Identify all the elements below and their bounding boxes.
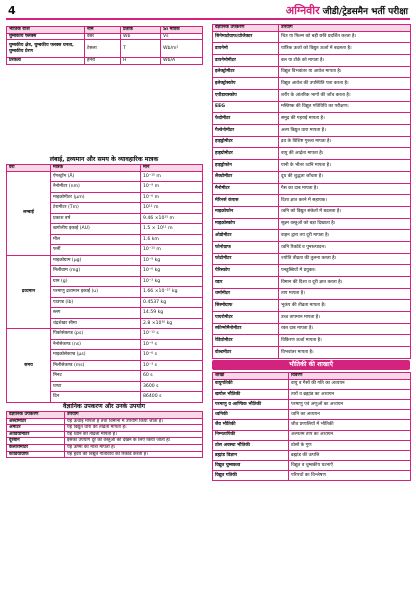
unit-category: समय — [7, 329, 51, 403]
table-row — [213, 420, 411, 430]
table-cell: गैस का दाब मापता है। — [279, 183, 411, 195]
table-cell: ध्वनिकी — [213, 410, 289, 420]
table-row — [213, 440, 411, 450]
table-cell: विद्युत आवेश की उपस्थिति पता करता है। — [279, 78, 411, 90]
unit-value: 1.6 km — [141, 234, 203, 245]
table-cell: वाहन द्वारा तय दूरी मापता है। — [279, 230, 411, 242]
unit-name: परमाणु द्रव्यमान इकाई (u) — [51, 287, 141, 298]
table-cell: पानी के भीतर ध्वनि मापता है। — [279, 160, 411, 172]
page-number: 4 — [8, 4, 16, 17]
table-cell: अल्प विद्युत धारा मापता है। — [279, 125, 411, 137]
unit-value: 10⁻⁹ s — [141, 339, 203, 350]
unit-name: माइक्रोग्राम (μg) — [51, 255, 141, 266]
table-row — [213, 335, 411, 347]
column-header: विवरण — [289, 373, 411, 380]
table-cell: Vs — [161, 33, 203, 40]
table-cell: बल या टॉर्क को मापता है। — [279, 54, 411, 66]
table-cell: विद्युत विभवांतर या आवेश मापता है। — [279, 66, 411, 78]
table-row — [213, 253, 411, 265]
table-cell: माइक्रोफोन — [213, 206, 279, 218]
table-row — [213, 461, 411, 471]
table-row — [7, 329, 203, 340]
unit-value: 10⁻¹⁰ m — [141, 171, 203, 182]
table-cell: ओडोमीटर — [213, 230, 279, 242]
table-row — [213, 312, 411, 324]
unit-value: 1.5 × 10¹¹ m — [141, 224, 203, 235]
table-row — [213, 277, 411, 289]
table-row — [213, 43, 411, 55]
table-row — [7, 58, 203, 65]
table-row — [213, 113, 411, 125]
table-row — [213, 66, 411, 78]
table-cell: T — [121, 40, 161, 58]
column-header: नाम — [85, 27, 121, 34]
table-row — [213, 347, 411, 359]
table-row — [7, 33, 203, 40]
table-cell: टेसला — [85, 40, 121, 58]
unit-name: माइक्रोसेकण्ड (μs) — [51, 350, 141, 361]
table-cell: जीव प्रणालियों में भौतिकी — [289, 420, 411, 430]
table-cell: चित्र या फिल्म को बड़ी छवि प्रदर्शित करता है। — [279, 31, 411, 43]
table-cell: Wb/A — [161, 58, 203, 65]
table-row — [213, 54, 411, 66]
table-cell: हेनरी — [85, 58, 121, 65]
column-header: भौतिक राशि — [7, 27, 85, 34]
unit-name: प्रकाश वर्ष — [51, 213, 141, 224]
table-cell: माइक्रोस्कोप — [213, 218, 279, 230]
unit-name: ऐंगस्ट्रॉम (Å) — [51, 171, 141, 182]
table-cell: विद्युत गतिकी — [213, 471, 289, 481]
table-row — [7, 418, 203, 425]
table-cell: ताप मापता है। — [279, 288, 411, 300]
table-row — [7, 255, 203, 266]
unit-value: 10⁻⁹ kg — [141, 255, 203, 266]
table-cell: सिनेमाटोग्राफ/प्रोजेक्टर — [213, 31, 279, 43]
table-row — [7, 431, 203, 438]
table-cell: ध्वनि का अध्ययन — [289, 410, 411, 420]
table-row — [213, 90, 411, 102]
column-header: प्रतीक — [121, 27, 161, 34]
column-header: मात्रक — [51, 165, 141, 172]
table-cell: ठोसों के गुण — [289, 440, 411, 450]
table-cell: वेबर — [85, 33, 121, 40]
table-cell: H — [121, 58, 161, 65]
unit-value: 86400 s — [141, 392, 203, 403]
unit-category: लम्बाई — [7, 171, 51, 255]
unit-name: मील — [51, 234, 141, 245]
table-cell: ठोस अवस्था भौतिकी — [213, 440, 289, 450]
column-header: SI मात्रक — [161, 27, 203, 34]
table-cell: अमीटर — [7, 425, 65, 432]
unit-value: 10⁻⁶ kg — [141, 266, 203, 277]
table-cell: सिस्मोग्राफ — [213, 300, 279, 312]
table-cell: मस्तिष्क की विद्युत गतिविधि का परीक्षण। — [279, 101, 411, 113]
unit-name: टेरामीटर (Tm) — [51, 203, 141, 214]
table-cell: कैलोरीमीटर — [7, 444, 65, 451]
table-cell: वायु की आर्द्रता मापता है। — [279, 148, 411, 160]
table-cell: पेरिस्कोप — [213, 265, 279, 277]
table-cell: पनडुब्बियों में प्रयुक्त। — [279, 265, 411, 277]
table-cell: हाइड्रोफोन — [213, 160, 279, 172]
table-cell: फेदोमीटर — [213, 113, 279, 125]
quantities-table — [6, 26, 203, 65]
table-row — [213, 471, 411, 481]
table-cell: अल्पतम ताप का अध्ययन — [289, 430, 411, 440]
table-cell: ध्वनि को विद्युत संकेतों में बदलता है। — [279, 206, 411, 218]
unit-name: पाउण्ड (lb) — [51, 297, 141, 308]
table-cell: ब्रह्मांड की उत्पत्ति — [289, 450, 411, 460]
table-row — [213, 288, 411, 300]
branches-table — [212, 372, 411, 481]
table-cell: फोटोमीटर — [213, 253, 279, 265]
table-cell: यह विद्युत धारा की तीव्रता मापता है। — [65, 425, 203, 432]
table-cell: स्फीग्मोमैनोमीटर — [213, 323, 279, 335]
table-cell: विभवांतर मापता है। — [279, 347, 411, 359]
table-cell: शरीर के आंतरिक भागों की जाँच करता है। — [279, 90, 411, 102]
table-cell: ध्वनि रिकॉर्ड व पुनरुत्पादन। — [279, 241, 411, 253]
instruments-section-title: वैज्ञानिक उपकरण और उनके उपयोग — [62, 403, 146, 410]
table-cell: चुम्बकीय क्षेत्र, चुम्बकीय फ्लक्स घनत्व, चुम्बकीय प्रेरण — [7, 40, 85, 58]
unit-value: 10⁻⁶ s — [141, 350, 203, 361]
table-cell: वायु व गैसों की गति का अध्ययन — [289, 379, 411, 389]
table-cell: एपीडायस्कोप — [213, 90, 279, 102]
table-cell: अल्टीमीटर — [7, 418, 65, 425]
table-cell: चुम्बकीय फ्लक्स — [7, 33, 85, 40]
unit-value: 10⁻⁹ m — [141, 182, 203, 193]
unit-name: नैनोसेकण्ड (ns) — [51, 339, 141, 350]
table-cell: ऑडियोमीटर — [7, 431, 65, 438]
table-cell: दिशा ज्ञात करने में सहायक। — [279, 195, 411, 207]
table-cell: विद्युत व चुम्बकीय घटनाएँ — [289, 461, 411, 471]
unit-name: घण्टा — [51, 381, 141, 392]
table-row — [7, 451, 203, 458]
unit-value: 10⁻⁶ m — [141, 192, 203, 203]
unit-value: 10¹² m — [141, 203, 203, 214]
table-row — [213, 230, 411, 242]
unit-name: खगोलीय इकाई (AU) — [51, 224, 141, 235]
unit-value: 9.46 ×10¹⁵ m — [141, 213, 203, 224]
table-row — [213, 218, 411, 230]
table-row — [213, 410, 411, 420]
units-section-title: लंबाई, द्रव्यमान और समय के व्यावहारिक मात्रक — [49, 156, 159, 163]
table-cell: मेरिनर्स कंपास — [213, 195, 279, 207]
unit-name: नैनोमीटर (nm) — [51, 182, 141, 193]
table-cell: रक्त दाब मापता है। — [279, 323, 411, 335]
table-cell: तारों व ब्रह्मांड का अध्ययन — [289, 389, 411, 399]
table-cell: यह ध्वनि की तीव्रता मापता है। — [65, 431, 203, 438]
unit-name: मिलीग्राम (mg) — [51, 266, 141, 277]
table-cell: निम्नतापिकी — [213, 430, 289, 440]
table-cell: दूध की शुद्धता जाँचता है। — [279, 171, 411, 183]
table-row — [213, 430, 411, 440]
unit-value: 3600 s — [141, 381, 203, 392]
column-header: उपयोग — [279, 25, 411, 32]
table-row — [213, 241, 411, 253]
table-cell: परमाणु एवं अणुओं का अध्ययन — [289, 399, 411, 409]
table-row — [213, 160, 411, 172]
unit-value: 10⁻¹⁵ m — [141, 245, 203, 256]
header-rule — [6, 18, 410, 20]
unit-value: 14.59 kg — [141, 308, 203, 319]
table-row — [7, 40, 203, 58]
table-cell: डायनेमो — [213, 43, 279, 55]
column-header: वैज्ञानिक उपकरण — [7, 412, 65, 419]
table-cell: वायुगतिकी — [213, 379, 289, 389]
table-cell: थर्मामीटर — [213, 288, 279, 300]
unit-value: 10⁻³ kg — [141, 276, 203, 287]
table-cell: डायनेमोमीटर — [213, 54, 279, 66]
table-cell: वोल्टमीटर — [213, 347, 279, 359]
header-title — [286, 3, 408, 18]
unit-name: चंद्रशेखर सीमा — [51, 318, 141, 329]
table-row — [213, 125, 411, 137]
table-cell: Wb/m² — [161, 40, 203, 58]
table-row — [213, 101, 411, 113]
table-row — [213, 389, 411, 399]
table-cell: खगोल भौतिकी — [213, 389, 289, 399]
unit-value: 10⁻³ s — [141, 360, 203, 371]
table-cell: विद्युत चुम्बकत्व — [213, 461, 289, 471]
unit-name: स्लग — [51, 308, 141, 319]
table-cell: हाइग्रोमीटर — [213, 148, 279, 160]
table-row — [213, 171, 411, 183]
table-row — [7, 438, 203, 445]
table-row — [7, 425, 203, 432]
table-cell: भूकंप की तीव्रता मापता है। — [279, 300, 411, 312]
header-brand: अग्निवीर — [285, 4, 320, 17]
unit-category: द्रव्यमान — [7, 255, 51, 329]
table-row — [213, 379, 411, 389]
unit-name: मिलीसेकण्ड (ms) — [51, 360, 141, 371]
table-cell: लैक्टोमीटर — [213, 171, 279, 183]
units-table — [6, 164, 203, 403]
branches-banner: भौतिकी की शाखाएँ — [212, 360, 410, 370]
table-cell: यह हृदय की विद्युत गतिविधि को रिकॉर्ड करता है। — [65, 451, 203, 458]
unit-value: 10⁻¹² s — [141, 329, 203, 340]
table-cell: ज्योति तीव्रता की तुलना करता है। — [279, 253, 411, 265]
table-cell: यांत्रिक ऊर्जा को विद्युत ऊर्जा में बदलता है। — [279, 43, 411, 55]
table-cell: पायरोमीटर — [213, 312, 279, 324]
instruments-table-continued — [212, 24, 411, 359]
table-row — [213, 206, 411, 218]
table-cell: उच्च तापमान मापता है। — [279, 312, 411, 324]
table-cell: फोनोग्राफ — [213, 241, 279, 253]
unit-name: दिन — [51, 392, 141, 403]
table-row — [213, 136, 411, 148]
unit-name: मिनट — [51, 371, 141, 382]
instruments-table — [6, 411, 203, 458]
table-cell: यह ऊष्मा की मात्रा मापता है। — [65, 444, 203, 451]
table-row — [213, 323, 411, 335]
header-subtitle: जीडी/ट्रेडसमैन भर्ती परीक्षा — [322, 7, 408, 17]
table-cell: मैनोमीटर — [213, 183, 279, 195]
column-header: शाखा — [213, 373, 289, 380]
table-cell: द्रव के विशिष्ट गुरुत्व मापता है। — [279, 136, 411, 148]
unit-value: 1.66 ×10⁻²⁷ kg — [141, 287, 203, 298]
table-cell: परिपथों का विश्लेषण — [289, 471, 411, 481]
unit-value: 60 s — [141, 371, 203, 382]
table-row — [7, 444, 203, 451]
table-cell: विकिरण ऊर्जा मापता है। — [279, 335, 411, 347]
unit-name: पिकोसेकण्ड (ps) — [51, 329, 141, 340]
table-cell: EEG — [213, 101, 279, 113]
column-header: वैज्ञानिक उपकरण — [213, 25, 279, 32]
unit-name: माइक्रोमीटर (μm) — [51, 192, 141, 203]
table-row — [213, 399, 411, 409]
unit-name: ग्राम (g) — [51, 276, 141, 287]
table-cell: प्रेरकत्व — [7, 58, 85, 65]
table-row — [213, 450, 411, 460]
table-row — [213, 300, 411, 312]
column-header: मान — [141, 165, 203, 172]
table-row — [213, 265, 411, 277]
table-row — [213, 31, 411, 43]
table-cell: जैव भौतिकी — [213, 420, 289, 430]
table-cell: इलेक्ट्रोस्कोप — [213, 78, 279, 90]
column-header: उपयोग — [65, 412, 203, 419]
table-cell: ब्रह्मांड विज्ञान — [213, 450, 289, 460]
table-cell: विमान की दिशा व दूरी ज्ञात करता है। — [279, 277, 411, 289]
unit-value: 0.4537 kg — [141, 297, 203, 308]
table-cell: रडार — [213, 277, 279, 289]
table-cell: रेडियोमीटर — [213, 335, 279, 347]
table-row — [7, 171, 203, 182]
table-cell: यह ऊँचाई मापता है तथा विमानों में उपयोग किया जाता है। — [65, 418, 203, 425]
table-cell: इलेक्ट्रोमीटर — [213, 66, 279, 78]
unit-name: फर्मी — [51, 245, 141, 256]
table-cell: सूक्ष्म वस्तुओं को बड़ा दिखाता है। — [279, 218, 411, 230]
table-cell: Wb — [121, 33, 161, 40]
table-cell: दूरबीन — [7, 438, 65, 445]
table-cell: कार्डियोग्राफ — [7, 451, 65, 458]
table-cell: इसका उपयोग दूर की वस्तुओं को देखने के लिए किया जाता है। — [65, 438, 203, 445]
table-cell: परमाणु व आण्विक भौतिकी — [213, 399, 289, 409]
unit-value: 2.8 ×10³⁰ kg — [141, 318, 203, 329]
table-cell: समुद्र की गहराई मापता है। — [279, 113, 411, 125]
table-row — [213, 183, 411, 195]
table-row — [213, 78, 411, 90]
table-cell: गैल्वेनोमीटर — [213, 125, 279, 137]
table-row — [213, 195, 411, 207]
table-row — [213, 148, 411, 160]
column-header: वेरी — [7, 165, 51, 172]
table-cell: हाइड्रोमीटर — [213, 136, 279, 148]
